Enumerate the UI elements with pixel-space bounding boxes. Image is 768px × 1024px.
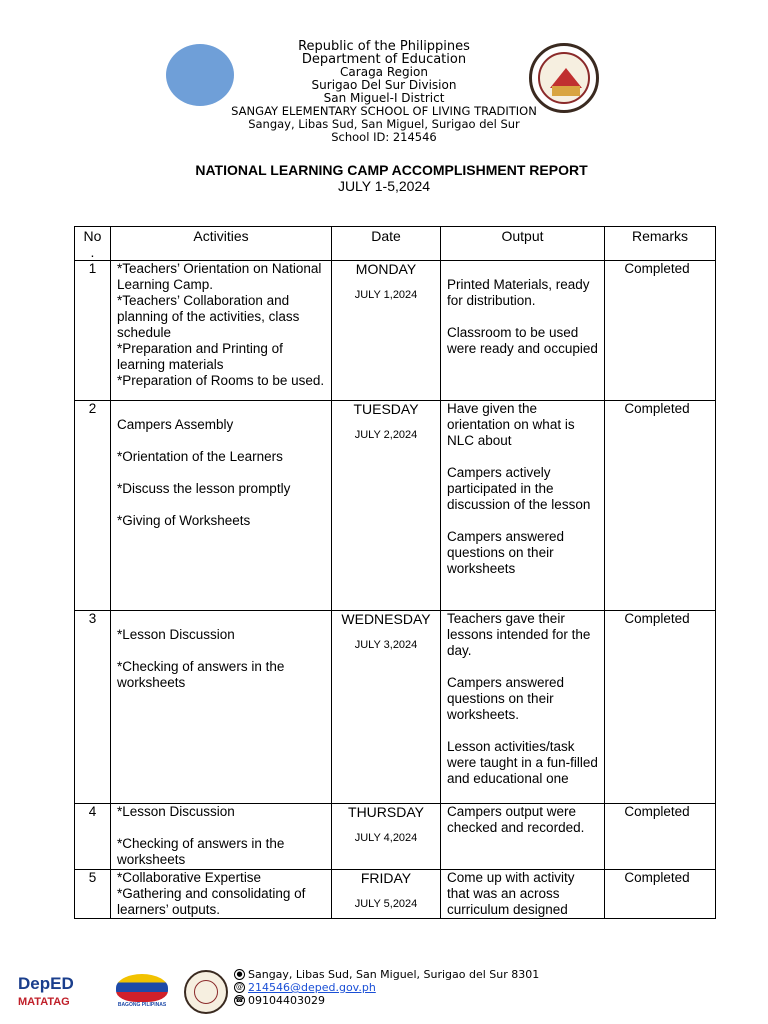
date-cell	[332, 804, 441, 870]
row-number: 4	[75, 804, 111, 870]
output-line	[447, 309, 600, 325]
footer	[0, 968, 768, 1018]
report-title: NATIONAL LEARNING CAMP ACCOMPLISHMENT REPORT	[195, 162, 588, 178]
footer-address: Sangay, Libas Sud, San Miguel, Surigao del Sur 8301	[248, 968, 540, 981]
activity-line: *Teachers’ Collaboration and planning of the activities, class schedule	[117, 293, 300, 340]
table-row	[75, 804, 716, 870]
output-line: Campers answered questions on their worksheets	[447, 529, 565, 576]
output-line: Have given the orientation on what is NLC about	[447, 401, 575, 448]
activity-line: *Checking of answers in the worksheets	[117, 836, 285, 867]
date-label: JULY 4,2024	[354, 832, 418, 844]
school-seal-small-inner	[194, 980, 218, 1004]
address-row	[234, 968, 539, 981]
output-cell	[441, 261, 605, 401]
row-number: 1	[75, 261, 111, 401]
email-row	[234, 981, 539, 994]
activity-line: *Preparation and Printing of learning materials	[117, 341, 283, 372]
report-dates: JULY 1-5,2024	[337, 178, 431, 194]
school-name-line: SANGAY ELEMENTARY SCHOOL OF LIVING TRADITION	[231, 104, 537, 118]
output-line	[447, 513, 600, 529]
division-line: Surigao Del Sur Division	[311, 78, 457, 92]
activities-cell	[111, 401, 332, 611]
bagong-pilipinas-emblem	[116, 974, 168, 1002]
remarks-cell: Completed	[605, 261, 716, 401]
accomplishment-table	[74, 226, 716, 919]
department-line: Department of Education	[301, 52, 467, 67]
output-line: Classroom to be used were ready and occupied	[447, 325, 598, 356]
footer-phone: 09104403029	[248, 994, 325, 1007]
remarks-cell: Completed	[605, 804, 716, 870]
letterhead	[0, 40, 768, 144]
output-line: Lesson activities/task were taught in a fun-filled and educational one	[447, 739, 598, 786]
output-cell	[441, 870, 605, 919]
activity-line: *Preparation of Rooms to be used.	[117, 373, 325, 388]
activity-line	[117, 497, 327, 513]
row-number: 3	[75, 611, 111, 804]
district-line: San Miguel-I District	[323, 91, 445, 105]
school-seal-small	[184, 970, 228, 1014]
activities-cell	[111, 804, 332, 870]
date-label: JULY 1,2024	[354, 289, 418, 301]
output-line	[447, 659, 600, 675]
activity-line: *Orientation of the Learners	[117, 449, 283, 464]
email-icon: @	[236, 983, 243, 991]
header-remarks: Remarks	[605, 227, 716, 261]
table-row	[75, 261, 716, 401]
output-cell	[441, 611, 605, 804]
activity-line	[117, 611, 327, 627]
table-header-row	[75, 227, 716, 261]
phone-icon: ☎	[235, 996, 244, 1004]
table-row	[75, 870, 716, 919]
day-label: WEDNESDAY	[341, 611, 431, 627]
deped-matatag-logo	[18, 974, 96, 1010]
activities-cell	[111, 611, 332, 804]
activity-line: *Giving of Worksheets	[117, 513, 251, 528]
activity-line	[117, 465, 327, 481]
output-line: Campers output were checked and recorded.	[447, 804, 585, 835]
republic-line: Republic of the Philippines	[298, 39, 470, 54]
row-number: 5	[75, 870, 111, 919]
date-cell	[332, 870, 441, 919]
remarks-cell: Completed	[605, 870, 716, 919]
day-label: TUESDAY	[353, 401, 419, 417]
date-cell	[332, 401, 441, 611]
matatag-logo-text: MATATAG	[18, 996, 70, 1008]
activity-line: Campers Assembly	[117, 417, 234, 432]
activity-line: *Teachers’ Orientation on National Learning Camp.	[117, 261, 322, 292]
email-link[interactable]: 214546@deped.gov.ph	[248, 981, 376, 994]
output-cell	[441, 401, 605, 611]
activity-line	[117, 643, 327, 659]
activities-cell	[111, 261, 332, 401]
table-body	[75, 261, 716, 919]
bagong-pilipinas-logo	[108, 972, 176, 1010]
output-line	[447, 449, 600, 465]
activity-line: *Checking of answers in the worksheets	[117, 659, 285, 690]
phone-row	[234, 994, 539, 1007]
day-label: MONDAY	[355, 261, 417, 277]
region-line: Caraga Region	[340, 65, 428, 79]
activity-line: *Lesson Discussion	[117, 804, 235, 819]
date-label: JULY 2,2024	[354, 429, 418, 441]
day-label: FRIDAY	[360, 870, 412, 886]
output-line: Come up with activity that was an across curriculum designed	[447, 870, 575, 917]
bagong-pilipinas-text: BAGONG PILIPINAS	[117, 1002, 167, 1008]
date-cell	[332, 261, 441, 401]
activity-line: *Gathering and consolidating of learners’ outputs.	[117, 886, 306, 917]
activities-cell	[111, 870, 332, 919]
activity-line: *Lesson Discussion	[117, 627, 235, 642]
output-line: Printed Materials, ready for distribution.	[447, 277, 590, 308]
table-row	[75, 401, 716, 611]
location-icon: ●	[234, 969, 245, 980]
output-cell	[441, 804, 605, 870]
activity-line	[117, 401, 327, 417]
row-number: 2	[75, 401, 111, 611]
output-line: Teachers gave their lessons intended for the day.	[447, 611, 591, 658]
date-label: JULY 5,2024	[354, 898, 418, 910]
school-id-line: School ID: 214546	[331, 130, 437, 144]
output-line: Campers answered questions on their worksheets.	[447, 675, 565, 722]
remarks-cell: Completed	[605, 611, 716, 804]
activity-line	[117, 820, 327, 836]
activity-line: *Collaborative Expertise	[117, 870, 262, 885]
date-cell	[332, 611, 441, 804]
header-activities: Activities	[111, 227, 332, 261]
contact-info	[234, 968, 539, 1007]
header-no: No .	[75, 227, 111, 261]
header-output: Output	[441, 227, 605, 261]
day-label: THURSDAY	[348, 804, 424, 820]
output-line	[447, 723, 600, 739]
table-row	[75, 611, 716, 804]
header-date: Date	[332, 227, 441, 261]
deped-logo-text: DepED	[18, 974, 74, 993]
output-line: Campers actively participated in the discussion of the lesson	[447, 465, 591, 512]
activity-line	[117, 433, 327, 449]
remarks-cell: Completed	[605, 401, 716, 611]
school-address-line: Sangay, Libas Sud, San Miguel, Surigao del Sur	[248, 117, 520, 131]
date-label: JULY 3,2024	[354, 639, 418, 651]
activity-line: *Discuss the lesson promptly	[117, 481, 291, 496]
